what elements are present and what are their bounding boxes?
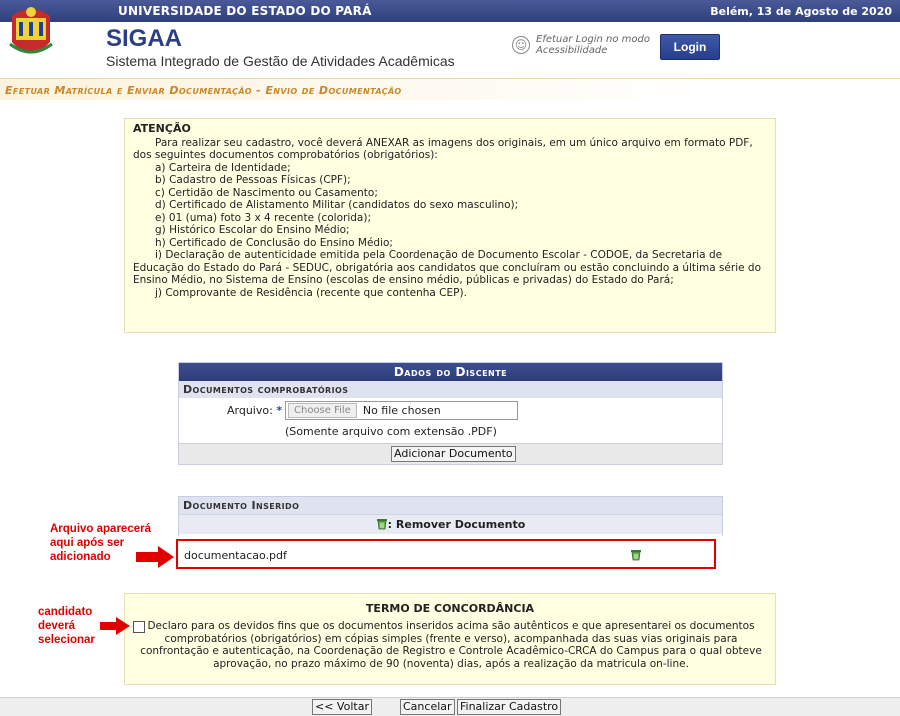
add-row [179, 443, 722, 464]
choose-file-button[interactable]: Choose File [288, 403, 357, 418]
notice-intro: Para realizar seu cadastro, você deverá ANEXAR as imagens dos originais, em um único arquivo em formato PDF, dos seguintes documentos comprobatórios (obrigatórios): [133, 136, 753, 161]
app-title: SIGAA [106, 25, 183, 52]
back-button[interactable]: << Voltar [312, 699, 372, 715]
trash-icon [376, 517, 388, 529]
accessibility-line1: Efetuar Login no modo [536, 34, 650, 45]
notice-item: c) Certidão de Nascimento ou Casamento; [155, 186, 378, 199]
documento-inserido-panel [178, 496, 723, 536]
notice-heading: ATENÇÃO [133, 122, 191, 135]
notice-item: d) Certificado de Alistamento Militar (candidatos do sexo masculino); [155, 199, 519, 211]
section-title: Documento Inserido [179, 497, 722, 514]
notice-item: a) Carteira de Identidade; [155, 161, 291, 174]
notice-item: g) Histórico Escolar do Ensino Médio; [155, 224, 350, 236]
file-status: No file chosen [362, 404, 441, 417]
notice-item: b) Cadastro de Pessoas Físicas (CPF); [155, 174, 351, 186]
top-bar [0, 0, 900, 22]
footer-action-bar [0, 697, 900, 716]
remove-document-header [179, 514, 722, 534]
cancel-button[interactable]: Cancelar [400, 699, 455, 715]
remove-document-label: : Remover Documento [387, 518, 526, 531]
current-date: Belém, 13 de Agosto de 2020 [710, 5, 892, 18]
red-arrow-icon [100, 617, 130, 635]
notice-item-j: j) Comprovante de Residência (recente que contenha CEP). [155, 286, 467, 299]
file-label [227, 404, 282, 417]
finish-registration-button[interactable]: Finalizar Cadastro [457, 699, 561, 715]
required-marker: * [276, 404, 283, 417]
inserted-document-row [176, 539, 716, 569]
university-logo [8, 2, 54, 64]
file-label-text: Arquivo: [227, 404, 273, 417]
accessibility-login-link[interactable] [512, 34, 650, 56]
remove-document-icon[interactable] [630, 548, 642, 564]
red-arrow-icon [136, 546, 174, 568]
file-upload-input[interactable] [285, 401, 518, 420]
accessibility-icon: ☺ [512, 36, 530, 54]
notice-item-i: i) Declaração de autenticidade emitida pela Coordenação de Documento Escolar - CODOE, da Secretaria de Educação do Estado do Pará - SEDUC, obrigatória aos candidatos que concluíram ou estão concluindo a última série do Ensino Médio, no Sistema de Ensino (escolas de ensino médio, públicas e privadas) do Estado do Pará; [133, 249, 762, 286]
arquivo-annotation: Arquivo aparecerá aqui após ser adicionado [50, 523, 151, 563]
dados-discente-panel [178, 362, 723, 465]
notice-item: e) 01 (uma) foto 3 x 4 recente (colorida); [155, 211, 371, 224]
login-button[interactable]: Login [660, 34, 720, 60]
attention-notice [124, 118, 776, 333]
add-document-button[interactable]: Adicionar Documento [391, 446, 516, 462]
termo-text: Declaro para os devidos fins que os documentos inseridos acima são autênticos e que apresentarei os documentos comprobatórios (obrigatórios) em cópias simples (frente e verso), acompanhada das suas vias originais para confrontação e autenticação, na Coordenação de Registro e Controle Acadêmico-CRCA do Campus para o qual obteve aprovação, no prazo máximo de 90 (noventa) dias, após a realização da matricula on-line. [140, 620, 762, 670]
termo-title: TERMO DE CONCORDÂNCIA [365, 602, 535, 615]
candidato-annotation: candidato deverá selecionar [38, 606, 95, 646]
page-title: Efetuar Matrícula e Enviar Documentação - Envio de Documentação [5, 84, 402, 97]
termo-concordancia-box [124, 593, 776, 685]
notice-item: h) Certificado de Conclusão do Ensino Médio; [155, 236, 393, 249]
document-file-name: documentacao.pdf [184, 549, 287, 562]
section-title: Documentos comprobatórios [179, 381, 722, 398]
agreement-checkbox[interactable] [133, 621, 145, 633]
accessibility-line2: Acessibilidade [536, 45, 608, 56]
app-subtitle: Sistema Integrado de Gestão de Atividades Acadêmicas [106, 53, 455, 69]
file-hint: (Somente arquivo com extensão .PDF) [285, 425, 497, 438]
panel-title: Dados do Discente [179, 363, 722, 381]
university-name: UNIVERSIDADE DO ESTADO DO PARÁ [118, 4, 372, 18]
